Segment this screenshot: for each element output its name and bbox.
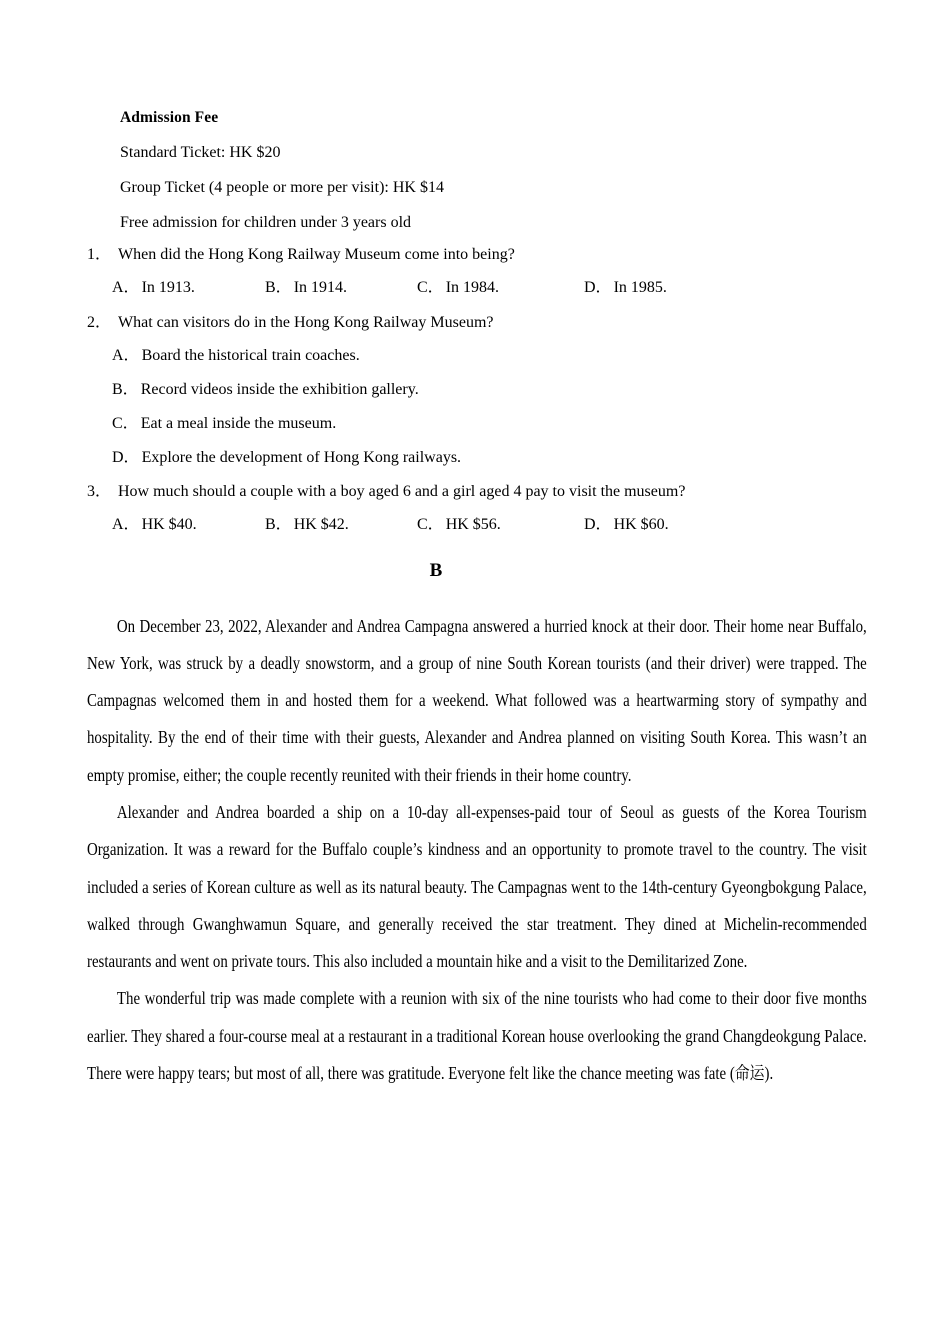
- admission-fee-heading: Admission Fee: [120, 109, 219, 126]
- option-label: HK $40.: [141, 515, 197, 533]
- option-2-c[interactable]: [87, 416, 865, 432]
- passage-paragraph: On December 23, 2022, Alexander and Andrea Campagna answered a hurried knock at their door. Their home near Buffalo, New York, was struck by a deadly snowstorm, and a group of nine South Korean tourists (and their driver) were trapped. The Campagnas welcomed them in and hosted them for a weekend. What followed was a heartwarming story of sympathy and hospitality. By the end of their time with their guests, Alexander and Andrea planned on visiting South Korea. This wasn’t an empty promise, either; the couple recently reunited with their friends in their home country.: [87, 615, 867, 785]
- admission-fee-line: Group Ticket (4 people or more per visit): HK $14: [120, 178, 444, 196]
- option-1-b[interactable]: [265, 280, 347, 296]
- option-letter: B．: [112, 380, 139, 398]
- reading-passage: [87, 608, 867, 1093]
- option-label: In 1984.: [445, 278, 500, 296]
- option-letter: C．: [417, 278, 444, 296]
- question-number-2: 2．: [87, 313, 112, 331]
- option-letter: A．: [112, 278, 140, 296]
- option-letter: B．: [265, 515, 292, 533]
- option-label: Record videos inside the exhibition gallery.: [140, 380, 419, 398]
- option-letter: C．: [417, 515, 444, 533]
- option-letter: B．: [265, 278, 292, 296]
- question-number-3: 3．: [87, 482, 112, 500]
- admission-fee-line: Free admission for children under 3 years old: [120, 213, 412, 231]
- option-2-b[interactable]: [87, 382, 865, 398]
- option-label: Board the historical train coaches.: [141, 346, 360, 364]
- admission-fee-block: [120, 110, 865, 231]
- option-1-c[interactable]: [417, 280, 499, 296]
- option-3-c[interactable]: [417, 517, 501, 533]
- question-text-1: When did the Hong Kong Railway Museum come into being?: [118, 245, 515, 263]
- option-letter: C．: [112, 414, 139, 432]
- option-label: In 1985.: [613, 278, 667, 296]
- option-3-d[interactable]: [584, 517, 669, 533]
- passage-paragraph: Alexander and Andrea boarded a ship on a 10-day all-expenses-paid tour of Seoul as guests of the Korea Tourism Organization. It was a reward for the Buffalo couple’s kindness and an opportunity to promote travel to the country. The visit included a series of Korean culture as well as its natural beauty. The Campagnas went to the 14th-century Gyeongbokgung Palace, walked through Gwanghwamun Square, and generally received the star treatment. They dined at Michelin-recommended restaurants and went on private tours. This also included a mountain hike and a visit to the Demilitarized Zone.: [87, 801, 867, 972]
- section-heading-b: B: [429, 559, 443, 581]
- option-letter: A．: [112, 346, 140, 364]
- option-letter: A．: [112, 515, 140, 533]
- option-3-b[interactable]: [265, 517, 349, 533]
- option-letter: D．: [584, 515, 612, 533]
- option-label: HK $60.: [613, 515, 669, 533]
- option-label: Explore the development of Hong Kong railways.: [141, 448, 462, 466]
- option-1-d[interactable]: [584, 280, 667, 296]
- option-letter: D．: [112, 448, 140, 466]
- passage-paragraph: The wonderful trip was made complete with a reunion with six of the nine tourists who had come to their door five months earlier. They shared a four-course meal at a restaurant in a traditional Korean house overlooking the grand Changdeokgung Palace. There were happy tears; but most of all, there was gratitude. Everyone felt like the chance meeting was fate (命运).: [87, 988, 867, 1084]
- options-row-1: [87, 280, 865, 297]
- admission-fee-line: Standard Ticket: HK $20: [120, 143, 281, 161]
- option-label: HK $42.: [293, 515, 349, 533]
- option-1-a[interactable]: [112, 280, 195, 296]
- option-label: In 1913.: [141, 278, 195, 296]
- option-2-a[interactable]: [87, 348, 865, 364]
- option-letter: D．: [584, 278, 612, 296]
- question-text-3: How much should a couple with a boy aged 6 and a girl aged 4 pay to visit the museum?: [118, 482, 686, 500]
- option-3-a[interactable]: [112, 517, 197, 533]
- option-label: Eat a meal inside the museum.: [140, 414, 337, 432]
- option-2-d[interactable]: [87, 450, 865, 466]
- option-label: HK $56.: [445, 515, 501, 533]
- question-number-1: 1．: [87, 245, 112, 263]
- question-stem-3: [87, 484, 865, 500]
- option-label: In 1914.: [293, 278, 348, 296]
- question-text-2: What can visitors do in the Hong Kong Railway Museum?: [118, 313, 494, 331]
- options-row-3: [87, 517, 865, 534]
- question-stem-1: [87, 247, 865, 263]
- question-stem-2: [87, 315, 865, 331]
